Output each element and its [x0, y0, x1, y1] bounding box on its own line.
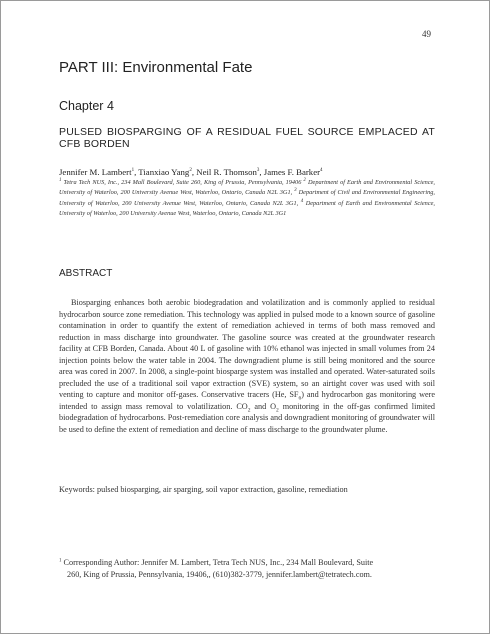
author-2-sup: 2	[189, 168, 192, 174]
footnote-line-2: 260, King of Prussia, Pennsylvania, 19406,, (610)382-3779, jennifer.lambert@tetratech.com.	[67, 570, 372, 579]
abstract-heading: ABSTRACT	[59, 268, 113, 279]
affiliation-3: Department of Civil and Environmental Engineering, University of Waterloo, 200 University Avenue West, Waterloo, Ontario, Canada N2L 3G1,	[59, 189, 435, 207]
author-4-sup: 4	[320, 168, 323, 174]
footnote-sup: 1	[59, 558, 62, 564]
affiliation-1: Tetra Tech NUS, Inc., 234 Mall Boulevard, Suite 260, King of Prussia, Pennsylvania, 19406	[61, 179, 304, 186]
abstract-text-2: ) and hydrocarbon gas monitoring were intended to assign mass removal to volatilization. CO	[59, 390, 435, 411]
co-subscript: 2	[247, 407, 251, 414]
author-3-sup: 3	[256, 168, 260, 174]
abstract-text-3: and O	[250, 401, 277, 411]
part-title: PART III: Environmental Fate	[59, 59, 253, 76]
affiliations	[59, 178, 435, 220]
affiliation-1-sup: 1	[59, 177, 62, 183]
abstract-text-4: monitoring in the off-gas confirmed limited biodegradation of hydrocarbons. Post-remediation core analysis and downgradient monitoring of groundwater will be used to define the extent of remediation and decline of mass discharge to the groundwater plume.	[59, 401, 435, 434]
author-3: , Neil R. Thomson	[191, 167, 257, 177]
author-names	[59, 167, 435, 178]
author-4: , James F. Barker	[259, 167, 321, 177]
abstract-text-1: Biosparging enhances both aerobic biodegradation and volatilization and is commonly applied to residual hydrocarbon source zone remediation. This technology was applied in pulsed mode to a known source of gasoline contamination in order to quantify the extent of remediation achieved in terms of both mass removed and reduction in mass discharge into groundwater. The gasoline source was created at the groundwater research facility at CFB Borden, Canada. About 40 L of gasoline with 10% ethanol was injected in small volumes from 24 injection points below the water table in 2004. The downgradient plume is still being monitored and the source area was cored in 2007. In 2008, a single-point biosparge system was installed and operated. Water-saturated soils precluded the use of a traditional soil vapor extraction (SVE) system, so an airtight cover was used with soil venting to capture and monitor off-gases. Conservative tracers (He, SF	[59, 298, 435, 399]
footnote-line-1: Corresponding Author: Jennifer M. Lambert, Tetra Tech NUS, Inc., 234 Mall Boulevard, Suite	[61, 558, 374, 567]
affiliation-3-sup: 3	[294, 188, 297, 194]
affiliation-4-sup: 4	[300, 198, 304, 204]
o-subscript: 2	[276, 407, 279, 414]
keywords: Keywords: pulsed biosparging, air sparging, soil vapor extraction, gasoline, remediation	[59, 485, 348, 494]
author-block	[59, 167, 435, 220]
author-1-sup: 1	[131, 168, 135, 174]
affiliation-4: Department of Earth and Environmental Science, University of Waterloo, 200 University Avenue West, Waterloo, Ontario, Canada N2L 3G1	[59, 199, 435, 218]
sf-subscript: 6	[298, 395, 302, 402]
author-1: Jennifer M. Lambert	[59, 167, 132, 177]
affiliation-2: Department of Earth and Environmental Science, University of Waterloo, 200 University Avenue West, Waterloo, Ontario, Canada N2L 3G1,	[59, 179, 435, 197]
page-number: 49	[422, 29, 431, 39]
chapter-title: PULSED BIOSPARGING OF A RESIDUAL FUEL SOURCE EMPLACED AT CFB BORDEN	[59, 126, 435, 150]
author-2: , Tianxiao Yang	[134, 167, 190, 177]
footnote	[59, 557, 435, 581]
chapter-label: Chapter 4	[59, 99, 114, 113]
affiliation-2-sup: 2	[303, 177, 306, 183]
abstract-body	[59, 297, 435, 435]
